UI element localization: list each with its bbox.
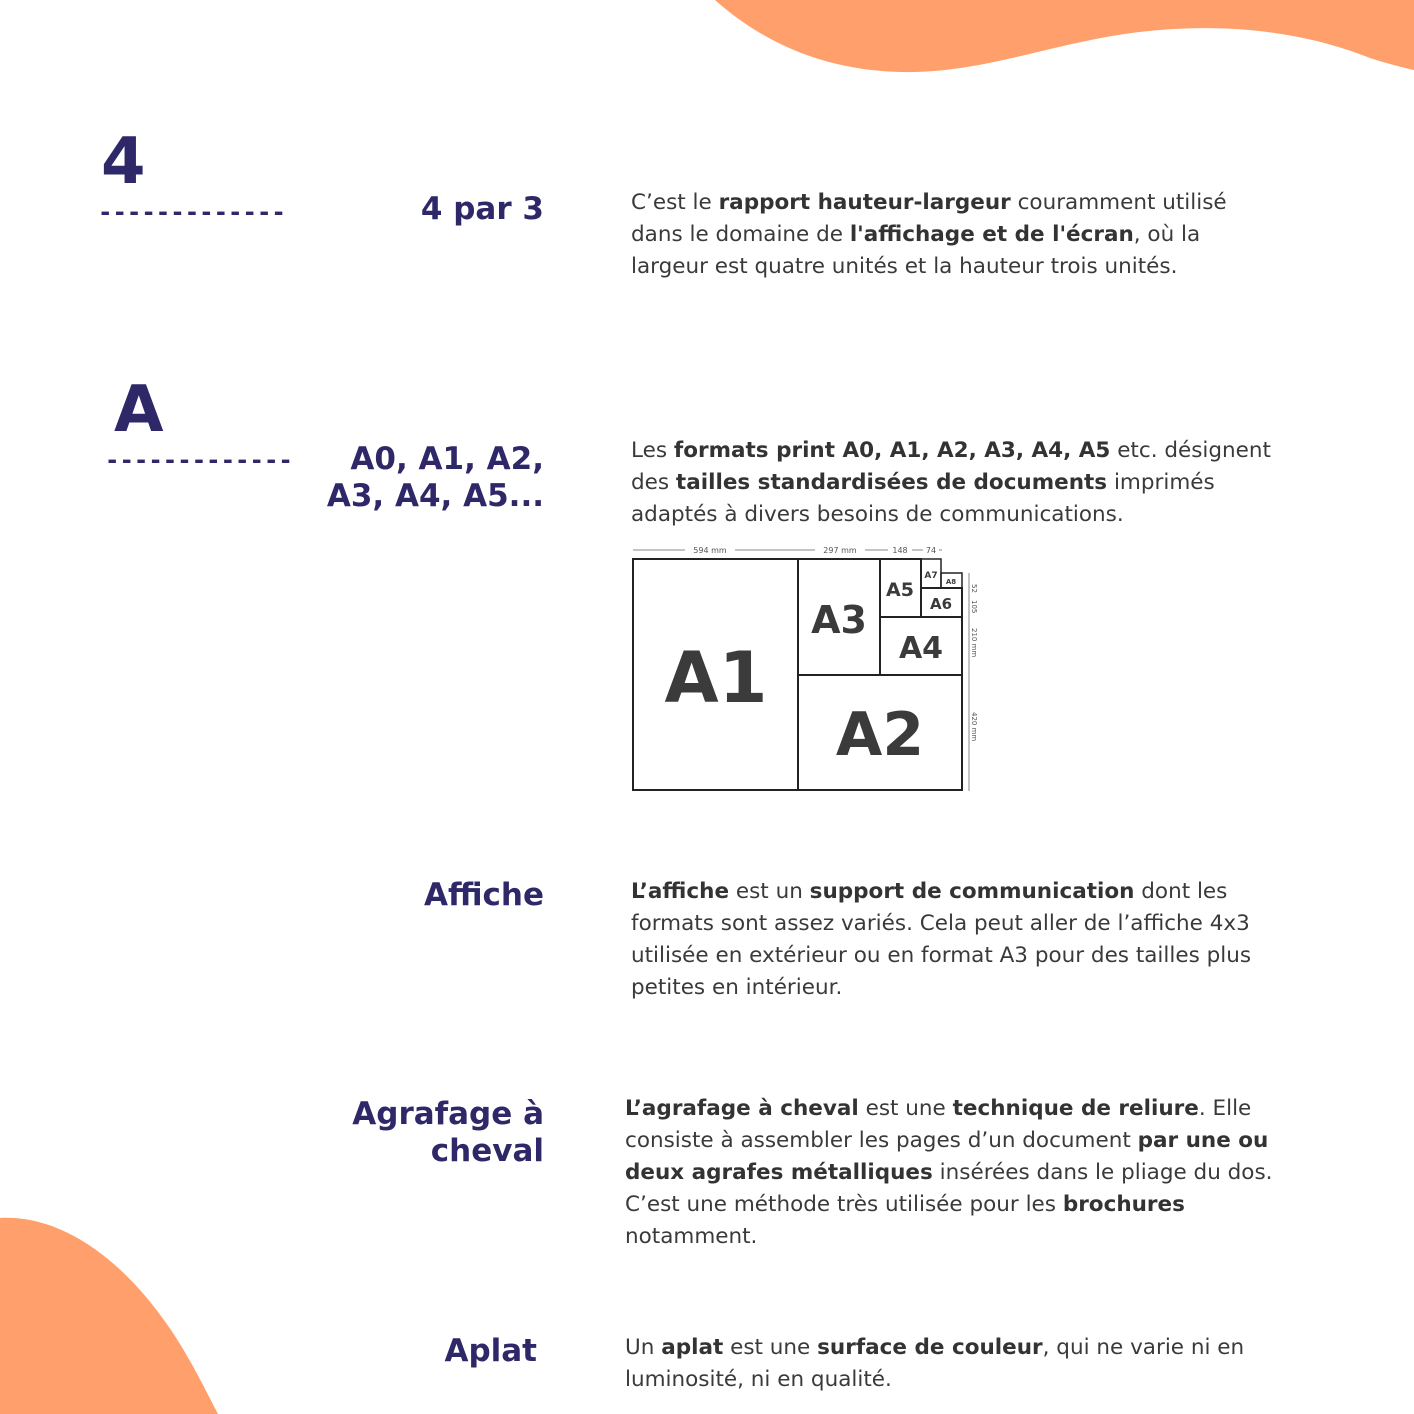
dim-420: 420 mm	[970, 712, 978, 742]
text-run: imprimés adaptés à divers besoins de communications.	[631, 470, 1215, 527]
dim-52: 52	[970, 584, 978, 593]
section-letter-a: A	[114, 373, 164, 447]
bold-phrase: tailles standardisées de documents	[675, 470, 1108, 495]
text-run: , où la largeur est quatre unités et la hauteur trois unités.	[631, 222, 1201, 279]
bold-phrase: aplat	[661, 1335, 724, 1360]
blob-shape	[0, 1218, 218, 1414]
bold-phrase: support de communication	[809, 879, 1135, 904]
label-a4: A4	[898, 631, 944, 666]
term-description	[631, 876, 1271, 1004]
bold-phrase: technique de reliure	[952, 1096, 1199, 1121]
text-run: est une	[858, 1096, 953, 1121]
section-dashes: -------------	[105, 446, 293, 474]
text-run: C’est le	[631, 190, 719, 215]
text-run: est une	[723, 1335, 818, 1360]
label-a8: A8	[945, 578, 957, 586]
label-a3: A3	[811, 598, 867, 642]
decorative-blob-top-right	[0, 0, 1414, 120]
term-title: Affiche	[423, 877, 544, 913]
section-letter-4: 4	[101, 125, 146, 199]
text-run: notamment.	[625, 1224, 758, 1249]
dim-74: 74	[925, 546, 937, 555]
bold-phrase: l'affichage et de l'écran	[849, 222, 1134, 247]
bold-phrase: formats print A0, A1, A2, A3, A4, A5	[673, 438, 1111, 463]
label-a2: A2	[835, 700, 925, 770]
text-run: Un	[625, 1335, 662, 1360]
blob-shape	[715, 0, 1414, 72]
bold-phrase: brochures	[1062, 1192, 1185, 1217]
text-run: dont les formats sont assez variés. Cela peut aller de l’affiche 4x3 utilisée en extérieur ou en format A3 pour des tailles plus petites en intérieur.	[631, 879, 1252, 1000]
label-a7: A7	[924, 571, 938, 581]
term-description	[631, 187, 1281, 283]
text-run: couramment utilisé dans le domaine de	[631, 190, 1227, 247]
term-description	[625, 1332, 1275, 1396]
dim-210: 210 mm	[970, 628, 978, 658]
text-run: Les	[631, 438, 674, 463]
text-run: , qui ne varie ni en luminosité, ni en qualité.	[625, 1335, 1245, 1392]
dim-148: 148	[892, 546, 908, 555]
bold-phrase: L’agrafage à cheval	[625, 1096, 859, 1121]
label-a6: A6	[929, 595, 953, 613]
text-run: insérées dans le pliage du dos. C’est une méthode très utilisée pour les	[625, 1160, 1273, 1217]
bold-phrase: surface de couleur	[817, 1335, 1043, 1360]
bold-phrase: rapport hauteur-largeur	[718, 190, 1011, 215]
dim-594: 594 mm	[693, 546, 727, 555]
term-description	[631, 435, 1281, 531]
text-run: etc. désignent des	[631, 438, 1271, 495]
term-title: Agrafage à cheval	[352, 1096, 544, 1169]
text-run: est un	[729, 879, 810, 904]
term-description	[625, 1093, 1275, 1253]
term-title: 4 par 3	[420, 191, 544, 227]
label-a5: A5	[886, 579, 914, 601]
label-a1: A1	[664, 637, 768, 719]
dim-297: 297 mm	[823, 546, 857, 555]
dim-105: 105	[970, 600, 978, 614]
bold-phrase: L’affiche	[631, 879, 730, 904]
term-title: Aplat	[444, 1333, 537, 1369]
term-title: A0, A1, A2, A3, A4, A5...	[326, 441, 544, 514]
bold-phrase: par une ou deux agrafes métalliques	[625, 1128, 1269, 1185]
text-run: . Elle consiste à assembler les pages d’un document	[625, 1096, 1252, 1153]
paper-formats-diagram	[630, 540, 990, 802]
section-dashes: -------------	[98, 198, 286, 226]
